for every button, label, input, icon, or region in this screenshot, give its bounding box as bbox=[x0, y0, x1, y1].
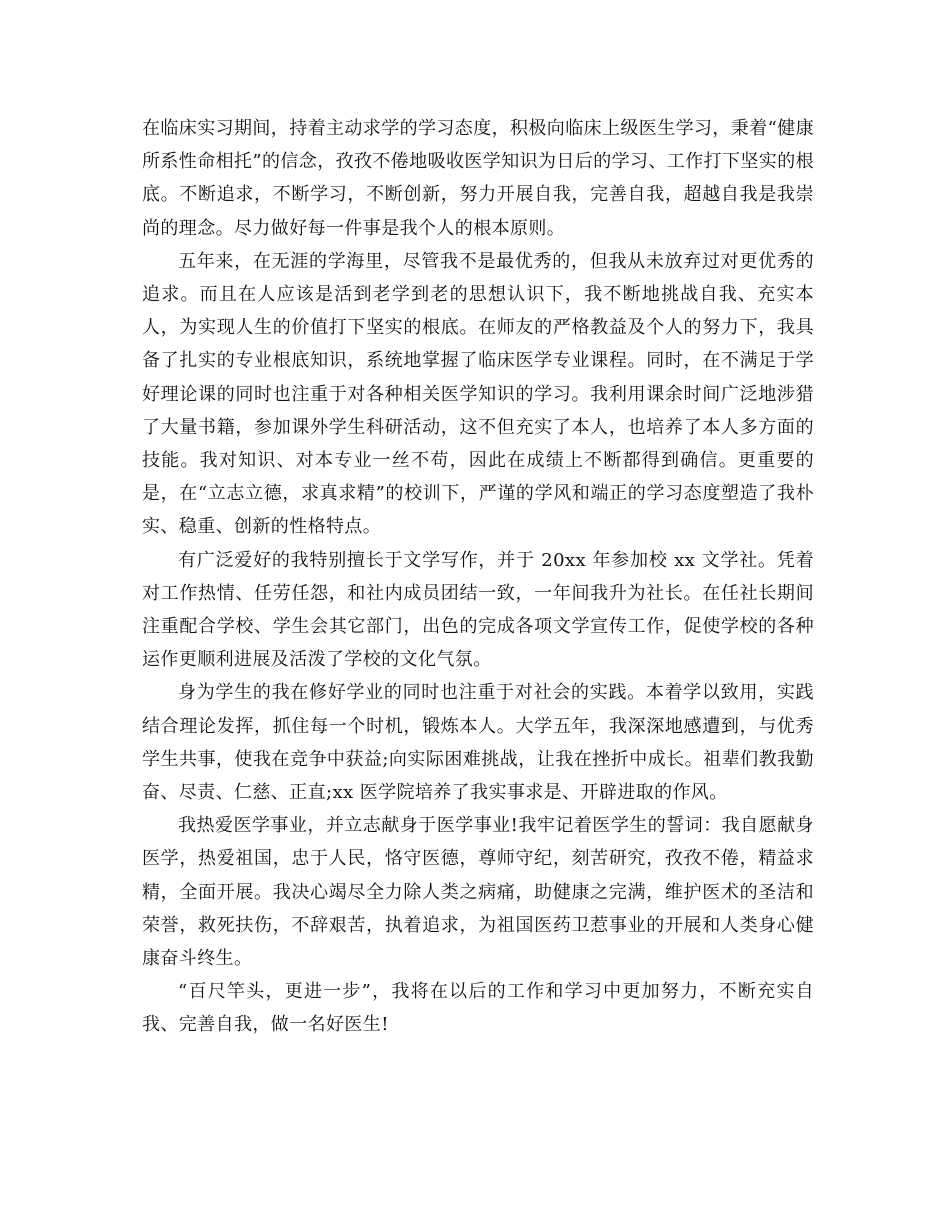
paragraph-literature-club: 有广泛爱好的我特别擅长于文学写作，并于 20xx 年参加校 xx 文学社。凭着对工作热情、任劳任怨，和社内成员团结一致，一年间我升为社长。在任社长期间注重配合学校、学生会其它部门，出色的完成各项文学宣传工作，促使学校的各种运作更顺利进展及活泼了学校的文化气氛。 bbox=[142, 549, 814, 671]
document-body bbox=[142, 112, 814, 1042]
paragraph-five-years: 五年来，在无涯的学海里，尽管我不是最优秀的，但我从未放弃过对更优秀的追求。而且在人应该是活到老学到老的思想认识下，我不断地挑战自我、充实本人，为实现人生的价值打下坚实的根底。在师友的严格教益及个人的努力下，我具备了扎实的专业根底知识，系统地掌握了临床医学专业课程。同时，在不满足于学好理论课的同时也注重于对各种相关医学知识的学习。我利用课余时间广泛地涉猎了大量书籍，参加课外学生科研活动，这不但充实了本人，也培养了本人多方面的技能。我对知识、对本专业一丝不苟，因此在成绩上不断都得到确信。更重要的是，在“立志立德，求真求精”的校训下，严谨的学风和端正的学习态度塑造了我朴实、稳重、创新的性格特点。 bbox=[142, 250, 814, 538]
paragraph-internship: 在临床实习期间，持着主动求学的学习态度，积极向临床上级医生学习，秉着“健康所系性命相托”的信念，孜孜不倦地吸收医学知识为日后的学习、工作打下坚实的根底。不断追求，不断学习，不断创新，努力开展自我，完善自我，超越自我是我崇尚的理念。尽力做好每一件事是我个人的根本原则。 bbox=[142, 118, 814, 239]
paragraph-medical-oath: 我热爱医学事业，并立志献身于医学事业!我牢记着医学生的誓词：我自愿献身医学，热爱祖国，忠于人民，恪守医德，尊师守纪，刻苦研究，孜孜不倦，精益求精，全面开展。我决心竭尽全力除人类之病痛，助健康之完满，维护医术的圣洁和荣誉，救死扶伤，不辞艰苦，执着追求，为祖国医药卫惹事业的开展和人类身心健康奋斗终生。 bbox=[142, 815, 814, 970]
paragraph-social-practice: 身为学生的我在修好学业的同时也注重于对社会的实践。本着学以致用，实践结合理论发挥，抓住每一个时机，锻炼本人。大学五年，我深深地感遭到，与优秀学生共事，使我在竞争中获益;向实际困难挑战，让我在挫折中成长。祖辈们教我勤奋、尽责、仁慈、正直;xx 医学院培养了我实事求是、开辟进取的作风。 bbox=[142, 682, 814, 804]
paragraph-closing: “百尺竿头，更进一步”，我将在以后的工作和学习中更加努力，不断充实自我、完善自我，做一名好医生! bbox=[142, 981, 814, 1036]
